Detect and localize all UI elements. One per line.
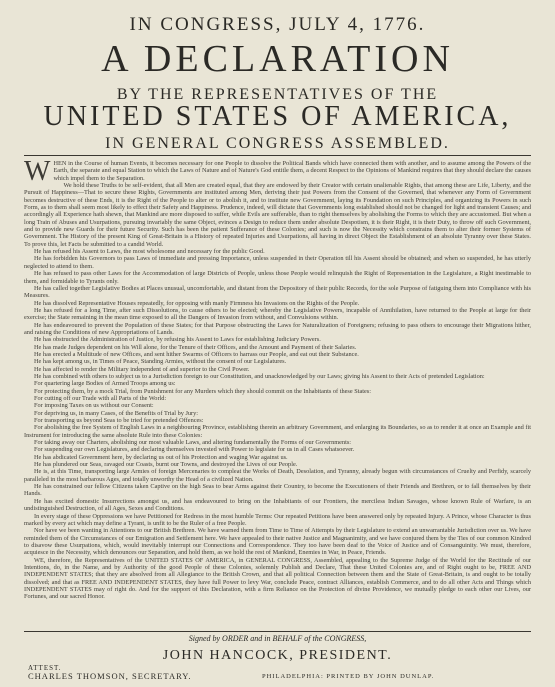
body-paragraph: He has made Judges dependent on his Will alone, for the Tenure of their Offices, and the Amount and Payment of their Salaries. bbox=[34, 343, 357, 351]
body-paragraph: He has called together Legislative Bodies at Places unusual, uncomfortable, and distant from the Depository of their public Records, for the sole Purpose of fatiguing them into Compliance with his Measures. bbox=[24, 284, 531, 300]
header-rule bbox=[24, 155, 531, 156]
body-paragraph: He has forbidden his Governors to pass Laws of immediate and pressing Importance, unless suspended in their Operation till his Assent should be obtained; and when so suspended, he has utterly neglected to attend to them. bbox=[24, 255, 531, 270]
body-paragraph: For taking away our Charters, abolishing our most valuable Laws, and altering fundamentally the Forms of our Governments: bbox=[34, 439, 352, 447]
signed-line: Signed by ORDER and in BEHALF of the CONGRESS, bbox=[188, 634, 367, 643]
body-paragraph: He has combined with others to subject us to a Jurisdiction foreign to our Constitution, and unacknowledged by our Laws; giving his Assent to their Acts of pretended Legislation: bbox=[34, 372, 485, 380]
header-by-representatives: BY THE REPRESENTATIVES OF THE bbox=[116, 86, 439, 103]
body-paragraph: For imposing Taxes on us without our Consent: bbox=[34, 402, 154, 410]
body-paragraph: He has kept among us, in Times of Peace, Standing Armies, without the consent of our Legislatures. bbox=[34, 358, 287, 366]
drop-cap: W bbox=[24, 160, 51, 187]
body-paragraph: For abolishing the free System of English Laws in a neighbouring Province, establishing therein an arbitrary Government, and enlarging its Boundaries, so as to render it at once an Example and fit Instrument for introducing the same absolute Rule into these Colonies: bbox=[24, 424, 531, 439]
header-general-congress: IN GENERAL CONGRESS ASSEMBLED. bbox=[105, 135, 450, 152]
body-paragraph: He has plundered our Seas, ravaged our Coasts, burnt our Towns, and destroyed the Lives of our People. bbox=[34, 461, 298, 469]
body-paragraph: For protecting them, by a mock Trial, from Punishment for any Murders which they should commit on the Inhabitants of these States: bbox=[34, 387, 372, 395]
footer-rule bbox=[24, 631, 531, 632]
body-paragraph: He has refused his Assent to Laws, the most wholesome and necessary for the public Good. bbox=[34, 248, 265, 256]
body-paragraph: He has abdicated Government here, by declaring us out of his Protection and waging War against us. bbox=[34, 453, 288, 461]
body-paragraph: For quartering large Bodies of Armed Troops among us: bbox=[34, 380, 176, 388]
body-paragraph: HEN in the Course of human Events, it becomes necessary for one People to dissolve the Political Bands which have connected them with another, and to assume among the Powers of the Earth, the separate and equal Station to which the Laws of Nature and of Nature's God entitle them, a decent Respect to the Opinions of Mankind requires that they should declare the causes which impel them to the Separation. bbox=[53, 160, 531, 182]
printer-imprint: PHILADELPHIA: PRINTED BY JOHN DUNLAP. bbox=[262, 673, 435, 680]
declaration-body bbox=[24, 160, 531, 630]
body-paragraph: He has endeavoured to prevent the Population of these States; for that Purpose obstructing the Laws for Naturalization of Foreigners; refusing to pass others to encourage their Migrations hither, and raising the Conditions of new Appropriations of Lands. bbox=[24, 321, 531, 336]
body-paragraph: He has refused for a long Time, after such Dissolutions, to cause others to be elected; whereby the Legislative Powers, incapable of Annihilation, have returned to the People at large for their exercise; the State remaining in the mean time exposed to all the Dangers of Invasion from without, and Convulsions within. bbox=[24, 306, 531, 322]
body-paragraph: Nor have we been wanting in Attentions to our British Brethren. We have warned them from Time to Time of Attempts by their Legislature to extend an unwarrantable Jurisdiction over us. We have reminded them of the Circumstances of our Emigration and Settlement here. We have appealed to their native Justice and Magnanimity, and we have conjured them by the Ties of our common Kindred to disavow these Usurpations, which, would inevitably interrupt our Connections and Correspondence. They too have been deaf to the Voice of Justice and of Consanguinity. We must, therefore, acquiesce in the Necessity, which denounces our Separation, and hold them, as we hold the rest of Mankind, Enemies in War, in Peace, Friends. bbox=[24, 527, 531, 557]
body-paragraph: He is, at this Time, transporting large Armies of foreign Mercenaries to compleat the Works of Death, Desolation, and Tyranny, already begun with circumstances of Cruelty and Perfidy, scarcely paralleled in the most barbarous Ages, and totally unworthy the Head of a civilized Nation. bbox=[24, 468, 531, 483]
body-paragraph: He has erected a Multitude of new Offices, and sent hither Swarms of Officers to harrass our People, and eat out their Substance. bbox=[34, 350, 359, 358]
body-paragraph: He has obstructed the Administration of Justice, by refusing his Assent to Laws for establishing Judiciary Powers. bbox=[34, 336, 321, 344]
paragraph-list bbox=[24, 160, 531, 601]
header-in-congress: IN CONGRESS, JULY 4, 1776. bbox=[129, 14, 426, 35]
body-paragraph: For cutting off our Trade with all Parts of the World: bbox=[34, 395, 167, 402]
body-paragraph: In every stage of these Oppressions we have Petitioned for Redress in the most humble Terms: Our repeated Petitions have been answered only by repeated Injury. A Prince, whose Character is thus marked by every act which may define a Tyrant, is unfit to be the Ruler of a free People. bbox=[24, 512, 531, 527]
body-paragraph: We hold these Truths to be self-evident, that all Men are created equal, that they are endowed by their Creator with certain unalienable Rights, that among these are Life, Liberty, and the Pursuit of Happiness—That to secure these Rights, Governments are instituted among Men, deriving their just Powers from the Consent of the Governed, that whenever any Form of Government becomes destructive of these Ends, it is the Right of the People to alter or to abolish it, and to institute new Government, laying its Foundation on such Principles, and organizing its Powers in such Form, as to them shall seem most likely to effect their Safety and Happiness. Prudence, indeed, will dictate that Governments long established should not be changed for light and transient Causes; and accordingly all Experience hath shewn, that Mankind are more disposed to suffer, while Evils are sufferable, than to right themselves by abolishing the Forms to which they are accustomed. But when a long Train of Abuses and Usurpations, pursuing invariably the same Object, evinces a Design to reduce them under absolute Despotism, it is their Right, it is their Duty, to throw off such Government, and to provide new Guards for their future Security. Such has been the patient Sufferance of these Colonies; and such is now the Necessity which constrains them to alter their former Systems of Government. The History of the present King of Great-Britain is a History of repeated Injuries and Usurpations, all having in direct Object the Establishment of an absolute Tyranny over these States. To prove this, let Facts be submitted to a candid World. bbox=[24, 182, 531, 248]
body-paragraph: He has refused to pass other Laws for the Accommodation of large Districts of People, unless those People would relinquish the Right of Representation in the Legislature, a Right inestimable to them, and formidable to Tyrants only. bbox=[24, 270, 531, 285]
header-a-declaration: A DECLARATION bbox=[101, 38, 454, 80]
body-paragraph: He has affected to render the Military independent of and superior to the Civil Power. bbox=[34, 365, 250, 373]
attest-label: ATTEST. bbox=[28, 664, 62, 672]
header-united-states: UNITED STATES OF AMERICA, bbox=[43, 101, 512, 132]
body-paragraph: For suspending our own Legislatures, and declaring themselves invested with Power to legislate for us in all Cases whatsoever. bbox=[34, 446, 355, 454]
body-paragraph: He has dissolved Representative Houses repeatedly, for opposing with manly Firmness his Invasions on the Rights of the People. bbox=[34, 299, 360, 307]
charles-thomson-line: CHARLES THOMSON, SECRETARY. bbox=[28, 671, 192, 681]
body-paragraph: For depriving us, in many Cases, of the Benefits of Trial by Jury: bbox=[34, 409, 199, 417]
body-paragraph: For transporting us beyond Seas to be tried for pretended Offences: bbox=[34, 417, 204, 425]
body-paragraph: He has excited domestic Insurrections amongst us, and has endeavoured to bring on the Inhabitants of our Frontiers, the merciless Indian Savages, whose known Rule of Warfare, is an undistinguished Destruction, of all Ages, Sexes and Conditions. bbox=[24, 497, 531, 513]
body-paragraph: WE, therefore, the Representatives of the UNITED STATES OF AMERICA, in GENERAL CONGRESS, Assembled, appealing to the Supreme Judge of the World for the Rectitude of our Intentions, do, in the Name, and by Authority of the good People of these Colonies, solemnly Publish and Declare, That these United Colonies are, and of Right ought to be, FREE AND INDEPENDENT STATES; that they are absolved from all Allegiance to the British Crown, and that all political Connection between them and the State of Great-Britain, is and ought to be totally dissolved; and that as FREE AND INDEPENDENT STATES, they have full Power to levy War, conclude Peace, contract Alliances, establish Commerce, and to do all other Acts and Things which INDEPENDENT STATES may of right do. And for the support of this Declaration, with a firm Reliance on the Protection of divine Providence, we mutually pledge to each other our Lives, our Fortunes, and our sacred Honor. bbox=[24, 556, 531, 601]
body-paragraph: He has constrained our fellow Citizens taken Captive on the high Seas to bear Arms against their Country, to become the Executioners of their Friends and Brethren, or to fall themselves by their Hands. bbox=[24, 483, 531, 498]
john-hancock-signature: JOHN HANCOCK, PRESIDENT. bbox=[162, 648, 393, 663]
